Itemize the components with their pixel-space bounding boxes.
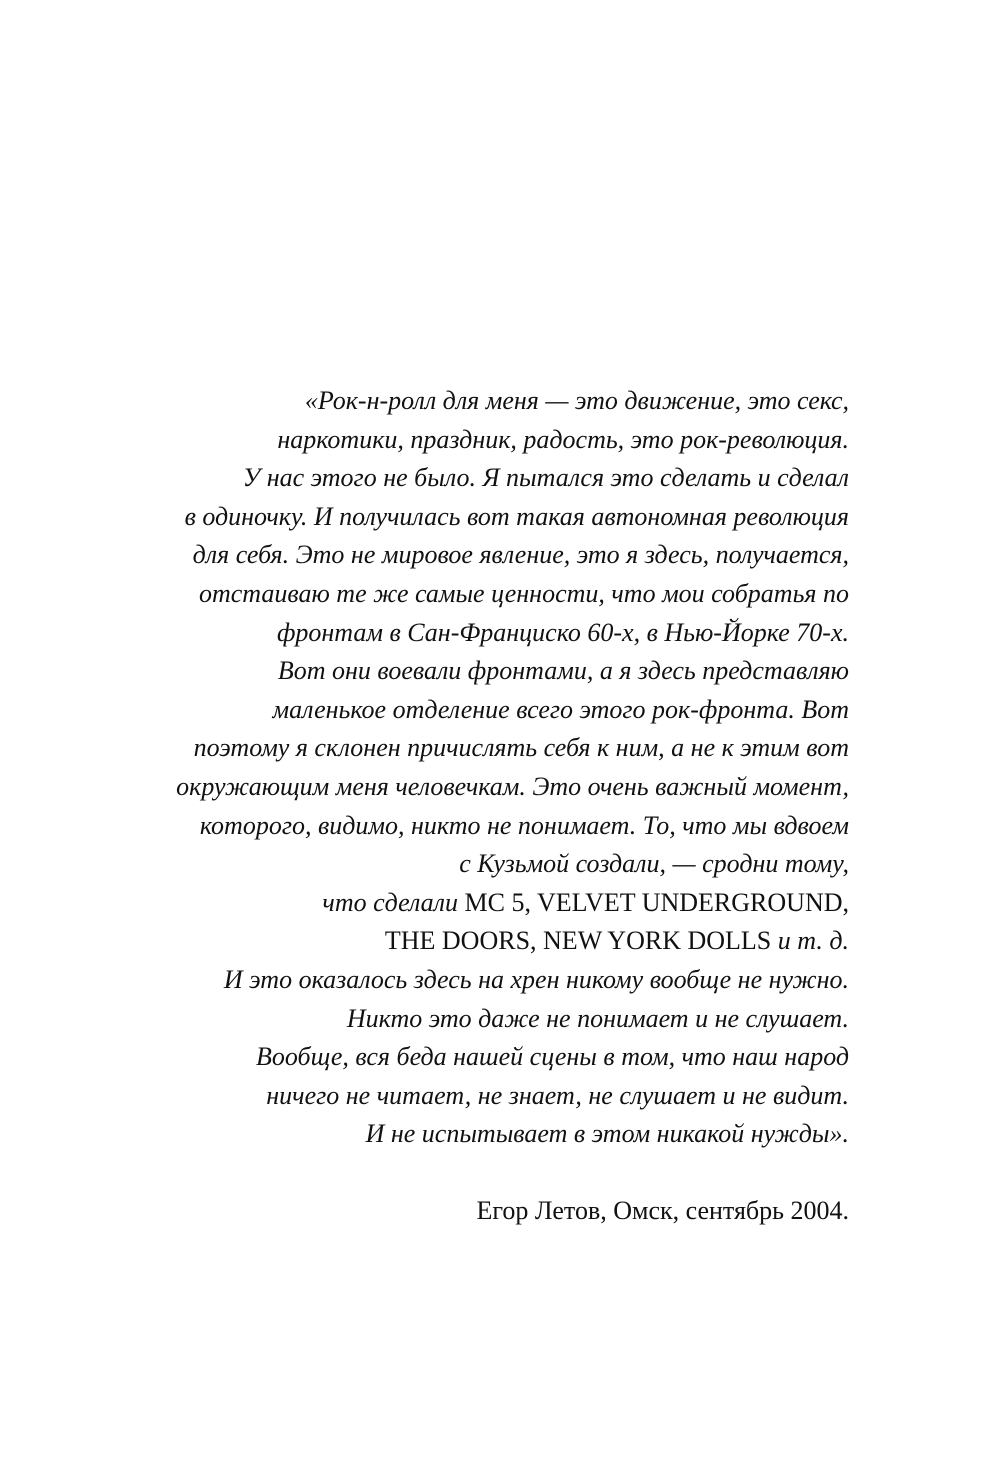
quote-line-bands: [129, 884, 849, 923]
quote-line: Вот они воевали фронтами, а я здесь представляю: [277, 656, 849, 686]
quote-line-bands: [129, 922, 849, 961]
quote-line: Вообще, вся беда нашей сцены в том, что наш народ: [256, 1042, 849, 1072]
band-names: THE DOORS, NEW YORK DOLLS: [384, 926, 772, 956]
quote-line: И это оказалось здесь на хрен никому вообще не нужно.: [223, 964, 849, 994]
quote-line: «Рок-н-ролл для меня — это движение, это секс,: [304, 386, 849, 415]
quote-line: отстаиваю те же самые ценности, что мои собратья по: [198, 578, 849, 608]
quote-line: поэтому я склонен причислять себя к ним, а не к этим вот: [193, 733, 849, 763]
quote-line: наркотики, праздник, радость, это рок-революция.: [277, 424, 849, 454]
quote-line: маленькое отделение всего этого рок-фронта. Вот: [272, 694, 849, 724]
quote-line: которого, видимо, никто не понимает. То, что мы вдвоем: [199, 810, 849, 840]
epigraph-quote: [129, 382, 849, 1230]
band-names: MC 5, VELVET UNDERGROUND,: [464, 887, 849, 917]
quote-line: Никто это даже не понимает и не слушает.: [346, 1003, 849, 1033]
bands-prefix: что сделали: [322, 887, 465, 917]
quote-line: окружающим меня человечкам. Это очень важный момент,: [176, 771, 849, 801]
quote-line: в одиночку. И получилась вот такая автономная революция: [184, 501, 849, 531]
bands-suffix: и т. д.: [771, 926, 849, 956]
quote-line: фронтам в Сан-Франциско 60-х, в Нью-Йорке 70-х.: [276, 617, 849, 647]
quote-line: У нас этого не было. Я пытался это сделать и сделал: [242, 463, 849, 493]
quote-line: с Кузьмой создали, — сродни тому,: [459, 849, 849, 879]
quote-line: ничего не читает, не знает, не слушает и не видит.: [266, 1080, 849, 1110]
quote-line: И не испытывает в этом никакой нужды».: [365, 1119, 849, 1149]
attribution: Егор Летов, Омск, сентябрь 2004.: [476, 1195, 849, 1225]
quote-line: для себя. Это не мировое явление, это я здесь, получается,: [192, 540, 849, 570]
